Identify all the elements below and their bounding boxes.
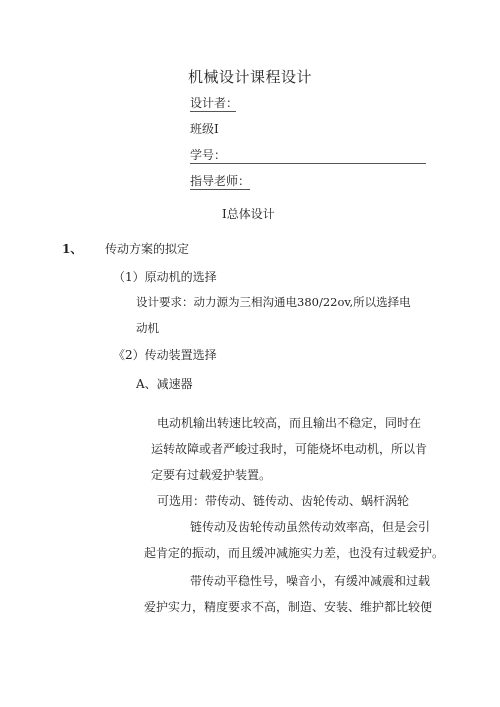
sub1-text-line1: 设计要求：动力源为三相沟通电380/22ov,所以选择电 bbox=[136, 295, 411, 309]
section-heading: I总体设计 bbox=[222, 207, 275, 221]
designer-field bbox=[190, 94, 239, 112]
para1-line3: 定要有过载爱护装置。 bbox=[151, 468, 272, 482]
sub1-text-line2: 动机 bbox=[136, 321, 159, 335]
para2-line2: 起肯定的振动，而且缓冲减施实力差，也没有过载爱护。 bbox=[144, 546, 445, 560]
class-field bbox=[190, 120, 219, 137]
student-id-label: 学号： bbox=[190, 148, 227, 162]
sub2-label: 《2）传动装置选择 bbox=[113, 348, 217, 362]
para1-line1: 电动机输出转速比较高，而且输出不稳定，同时在 bbox=[157, 416, 422, 430]
para2-line1: 链传动及齿轮传动虽然传动效率高，但是会引 bbox=[190, 520, 431, 534]
para3-line2: 爱护实力，精度要求不高，制造、安装、维护都比较便 bbox=[144, 600, 433, 614]
designer-label: 设计者： bbox=[190, 96, 239, 110]
subA-label: A、减速器 bbox=[136, 377, 193, 391]
options-line: 可选用：带传动、链传动、齿轮传动、蜗杆涡轮 bbox=[157, 494, 410, 508]
advisor-field bbox=[190, 172, 250, 190]
item1-number: 1、 bbox=[62, 242, 83, 256]
sub1-label: （1）原动机的选择 bbox=[113, 270, 217, 284]
item1-title: 传动方案的拟定 bbox=[105, 242, 190, 256]
student-id-field bbox=[190, 146, 426, 164]
para1-line2: 运转故障或者严峻过我时，可能烧坏电动机，所以肯 bbox=[151, 442, 428, 456]
document-title: 机械设计课程设计 bbox=[188, 68, 313, 86]
advisor-label: 指导老师： bbox=[190, 174, 251, 188]
class-label: 班级I bbox=[190, 122, 219, 136]
para3-line1: 带传动平稳性号，噪音小，有缓冲减震和过载 bbox=[190, 574, 431, 588]
